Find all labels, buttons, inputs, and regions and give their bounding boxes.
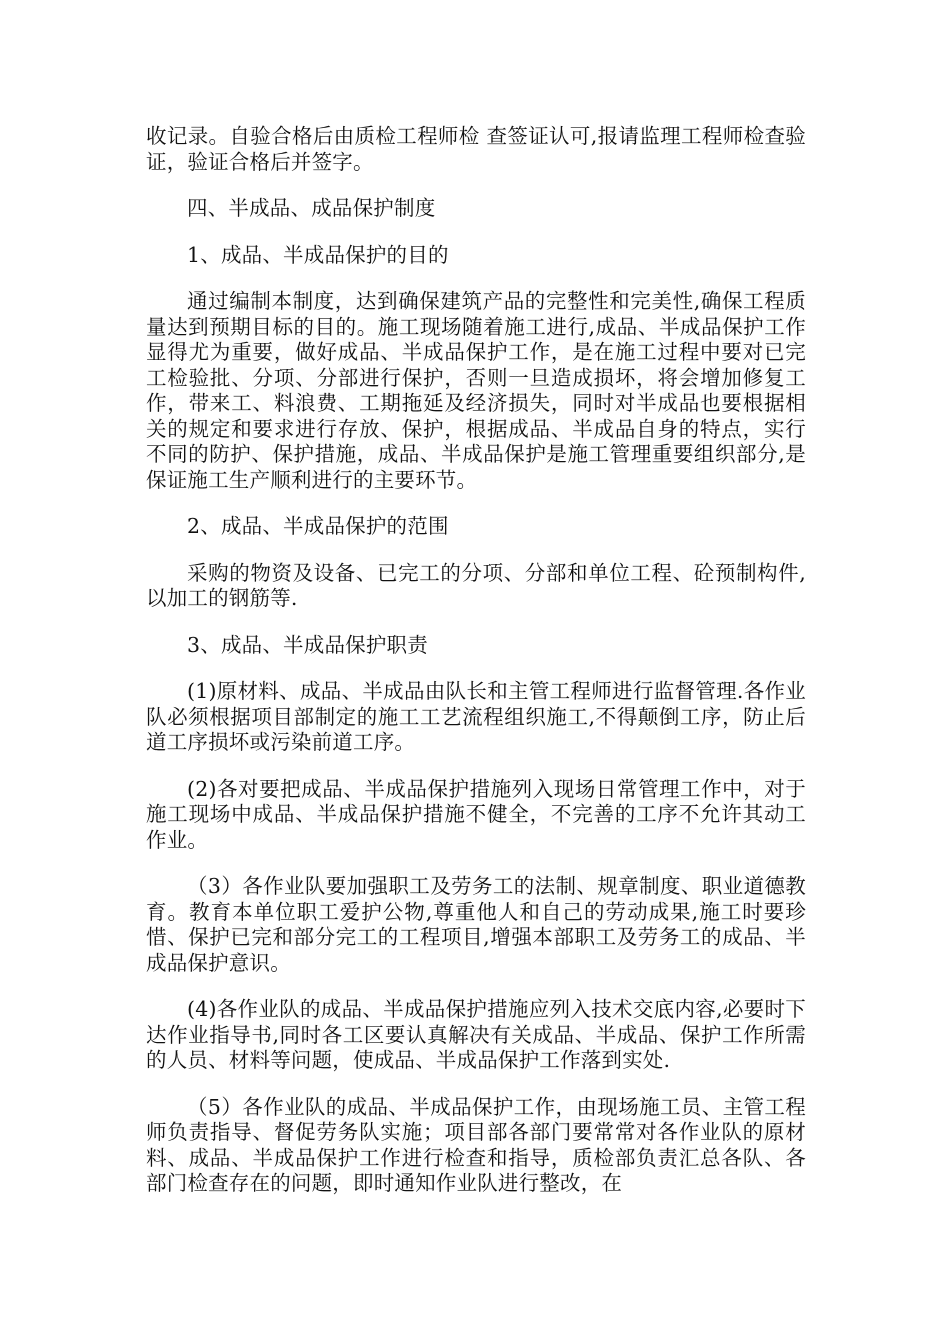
paragraph-item-2: (2)各对要把成品、半成品保护措施列入现场日常管理工作中，对于施工现场中成品、半成品保护措施不健全，不完善的工序不允许其动工作业。	[146, 776, 806, 852]
paragraph-item-5: （5）各作业队的成品、半成品保护工作，由现场施工员、主管工程师负责指导、督促劳务队实施；项目部各部门要常常对各作业队的原材料、成品、半成品保护工作进行检查和指导，质检部负责汇总各队、各部门检查存在的问题，即时通知作业队进行整改，在	[146, 1094, 806, 1195]
paragraph-continuation: 收记录。自验合格后由质检工程师检 查签证认可,报请监理工程师检查验证，验证合格后并签字。	[146, 124, 806, 174]
paragraph-item-4: (4)各作业队的成品、半成品保护措施应列入技术交底内容,必要时下达作业指导书,同时各工区要认真解决有关成品、半成品、保护工作所需的人员、材料等问题，使成品、半成品保护工作落到实处.	[146, 997, 806, 1072]
document-page	[146, 124, 806, 1218]
subheading-purpose: 1、成品、半成品保护的目的	[187, 242, 449, 267]
section-heading-4: 四、半成品、成品保护制度	[187, 196, 436, 220]
paragraph-purpose: 通过编制本制度，达到确保建筑产品的完整性和完美性,确保工程质量达到预期目标的目的。施工现场随着施工进行,成品、半成品保护工作显得尤为重要，做好成品、半成品保护工作，是在施工过程中要对已完工检验批、分项、分部进行保护，否则一旦造成损坏，将会增加修复工作，带来工、料浪费、工期拖延及经济损失，同时对半成品也要根据相关的规定和要求进行存放、保护，根据成品、半成品自身的特点，实行不同的防护、保护措施，成品、半成品保护是施工管理重要组织部分,是保证施工生产顺利进行的主要环节。	[146, 289, 806, 492]
paragraph-item-3: （3）各作业队要加强职工及劳务工的法制、规章制度、职业道德教育。教育本单位职工爱护公物,尊重他人和自己的劳动成果,施工时要珍惜、保护已完和部分完工的工程项目,增强本部职工及劳务工的成品、半成品保护意识。	[146, 874, 806, 975]
subheading-scope: 2、成品、半成品保护的范围	[187, 514, 449, 538]
subheading-responsibilities: 3、成品、半成品保护职责	[187, 632, 428, 657]
paragraph-item-1: (1)原材料、成品、半成品由队长和主管工程师进行监督管理.各作业队必须根据项目部制定的施工工艺流程组织施工,不得颠倒工序，防止后道工序损坏或污染前道工序。	[146, 679, 806, 754]
paragraph-scope: 采购的物资及设备、已完工的分项、分部和单位工程、砼预制构件,以加工的钢筋等.	[146, 560, 806, 610]
